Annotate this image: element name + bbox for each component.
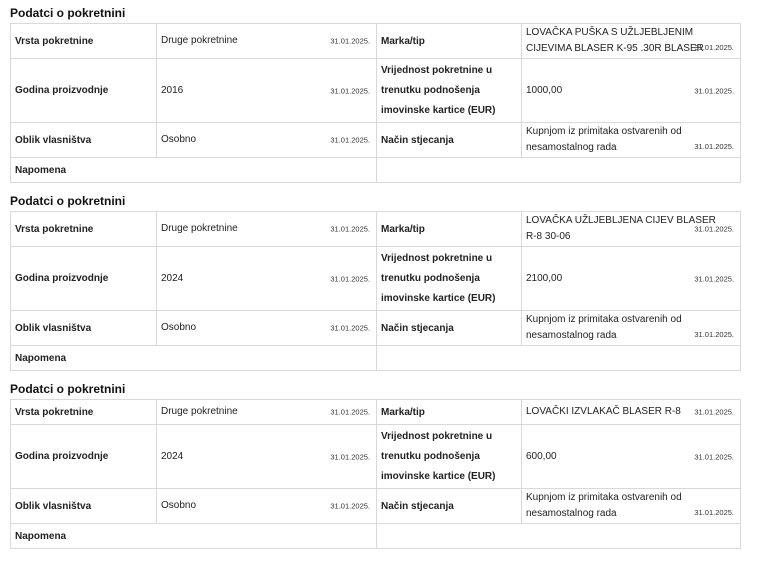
nacin-label: Način stjecanja xyxy=(377,123,522,158)
nacin-label: Način stjecanja xyxy=(377,311,522,346)
vrijednost-date: 31.01.2025. xyxy=(694,452,734,461)
nacin-value: Kupnjom iz primitaka ostvarenih od nesamostalnog rada xyxy=(526,126,682,153)
nacin-date: 31.01.2025. xyxy=(694,508,734,517)
vrijednost-label: Vrijednost pokretnine u trenutku podnošenja imovinske kartice (EUR) xyxy=(377,247,522,311)
vrijednost-value: 600,00 xyxy=(526,450,557,462)
napomena-value xyxy=(377,346,741,371)
nacin-date: 31.01.2025. xyxy=(694,330,734,339)
marka-date: 31.01.2025. xyxy=(694,407,734,417)
marka-label: Marka/tip xyxy=(377,212,522,247)
asset-section xyxy=(10,5,740,183)
vrijednost-date: 31.01.2025. xyxy=(694,86,734,95)
nacin-date: 31.01.2025. xyxy=(694,142,734,151)
vrsta-date: 31.01.2025. xyxy=(330,224,370,234)
marka-value: LOVAČKA PUŠKA S UŽLJEBLJENIM CIJEVIMA BLASER K-95 .30R BLASER xyxy=(526,27,704,54)
vrijednost-date: 31.01.2025. xyxy=(694,274,734,283)
oblik-cell xyxy=(157,311,377,346)
vrsta-cell xyxy=(157,24,377,59)
oblik-date: 31.01.2025. xyxy=(330,135,370,145)
godina-label: Godina proizvodnje xyxy=(11,59,157,123)
vrijednost-cell xyxy=(522,59,741,123)
vrijednost-value: 1000,00 xyxy=(526,84,563,96)
godina-label: Godina proizvodnje xyxy=(11,425,157,489)
marka-label: Marka/tip xyxy=(377,24,522,59)
vrijednost-label: Vrijednost pokretnine u trenutku podnošenja imovinske kartice (EUR) xyxy=(377,59,522,123)
oblik-label: Oblik vlasništva xyxy=(11,123,157,158)
godina-value: 2016 xyxy=(161,84,184,96)
vrijednost-cell xyxy=(522,247,741,311)
marka-label: Marka/tip xyxy=(377,400,522,425)
napomena-label: Napomena xyxy=(11,524,377,549)
marka-value: LOVAČKI IZVLAKAČ BLASER R-8 xyxy=(526,406,681,417)
asset-section xyxy=(10,193,740,371)
oblik-value: Osobno xyxy=(161,500,197,511)
nacin-cell xyxy=(522,311,741,346)
vrijednost-value: 2100,00 xyxy=(526,272,563,284)
vrsta-value: Druge pokretnine xyxy=(161,406,238,417)
asset-table xyxy=(10,399,741,549)
godina-date: 31.01.2025. xyxy=(330,274,370,283)
oblik-value: Osobno xyxy=(161,322,197,333)
marka-cell xyxy=(522,400,741,425)
vrsta-value: Druge pokretnine xyxy=(161,35,238,46)
napomena-value xyxy=(377,158,741,183)
oblik-label: Oblik vlasništva xyxy=(11,311,157,346)
vrijednost-label: Vrijednost pokretnine u trenutku podnošenja imovinske kartice (EUR) xyxy=(377,425,522,489)
nacin-value: Kupnjom iz primitaka ostvarenih od nesamostalnog rada xyxy=(526,314,682,341)
oblik-cell xyxy=(157,123,377,158)
vrsta-date: 31.01.2025. xyxy=(330,36,370,46)
vrijednost-cell xyxy=(522,425,741,489)
vrsta-value: Druge pokretnine xyxy=(161,223,238,234)
godina-cell xyxy=(157,247,377,311)
nacin-label: Način stjecanja xyxy=(377,489,522,524)
godina-date: 31.01.2025. xyxy=(330,452,370,461)
godina-label: Godina proizvodnje xyxy=(11,247,157,311)
nacin-cell xyxy=(522,489,741,524)
oblik-date: 31.01.2025. xyxy=(330,323,370,333)
vrsta-label: Vrsta pokretnine xyxy=(11,400,157,425)
section-title: Podatci o pokretnini xyxy=(10,382,126,396)
godina-cell xyxy=(157,59,377,123)
marka-cell xyxy=(522,212,741,247)
section-title: Podatci o pokretnini xyxy=(10,194,126,208)
vrsta-cell xyxy=(157,212,377,247)
marka-date: 31.01.2025. xyxy=(694,224,734,234)
vrsta-cell xyxy=(157,400,377,425)
marka-cell xyxy=(522,24,741,59)
vrsta-label: Vrsta pokretnine xyxy=(11,212,157,247)
godina-date: 31.01.2025. xyxy=(330,86,370,95)
oblik-value: Osobno xyxy=(161,134,197,145)
oblik-label: Oblik vlasništva xyxy=(11,489,157,524)
napomena-value xyxy=(377,524,741,549)
napomena-label: Napomena xyxy=(11,346,377,371)
vrsta-date: 31.01.2025. xyxy=(330,407,370,417)
section-title: Podatci o pokretnini xyxy=(10,6,126,20)
nacin-value: Kupnjom iz primitaka ostvarenih od nesamostalnog rada xyxy=(526,492,682,519)
marka-date: 31.01.2025. xyxy=(694,43,734,52)
oblik-date: 31.01.2025. xyxy=(330,501,370,511)
godina-value: 2024 xyxy=(161,450,184,462)
godina-value: 2024 xyxy=(161,272,184,284)
nacin-cell xyxy=(522,123,741,158)
asset-table xyxy=(10,23,741,183)
asset-section xyxy=(10,381,740,549)
napomena-label: Napomena xyxy=(11,158,377,183)
vrsta-label: Vrsta pokretnine xyxy=(11,24,157,59)
marka-value: LOVAČKA UŽLJEBLJENA CIJEV BLASER R-8 30-06 xyxy=(526,215,716,242)
asset-table xyxy=(10,211,741,371)
oblik-cell xyxy=(157,489,377,524)
godina-cell xyxy=(157,425,377,489)
